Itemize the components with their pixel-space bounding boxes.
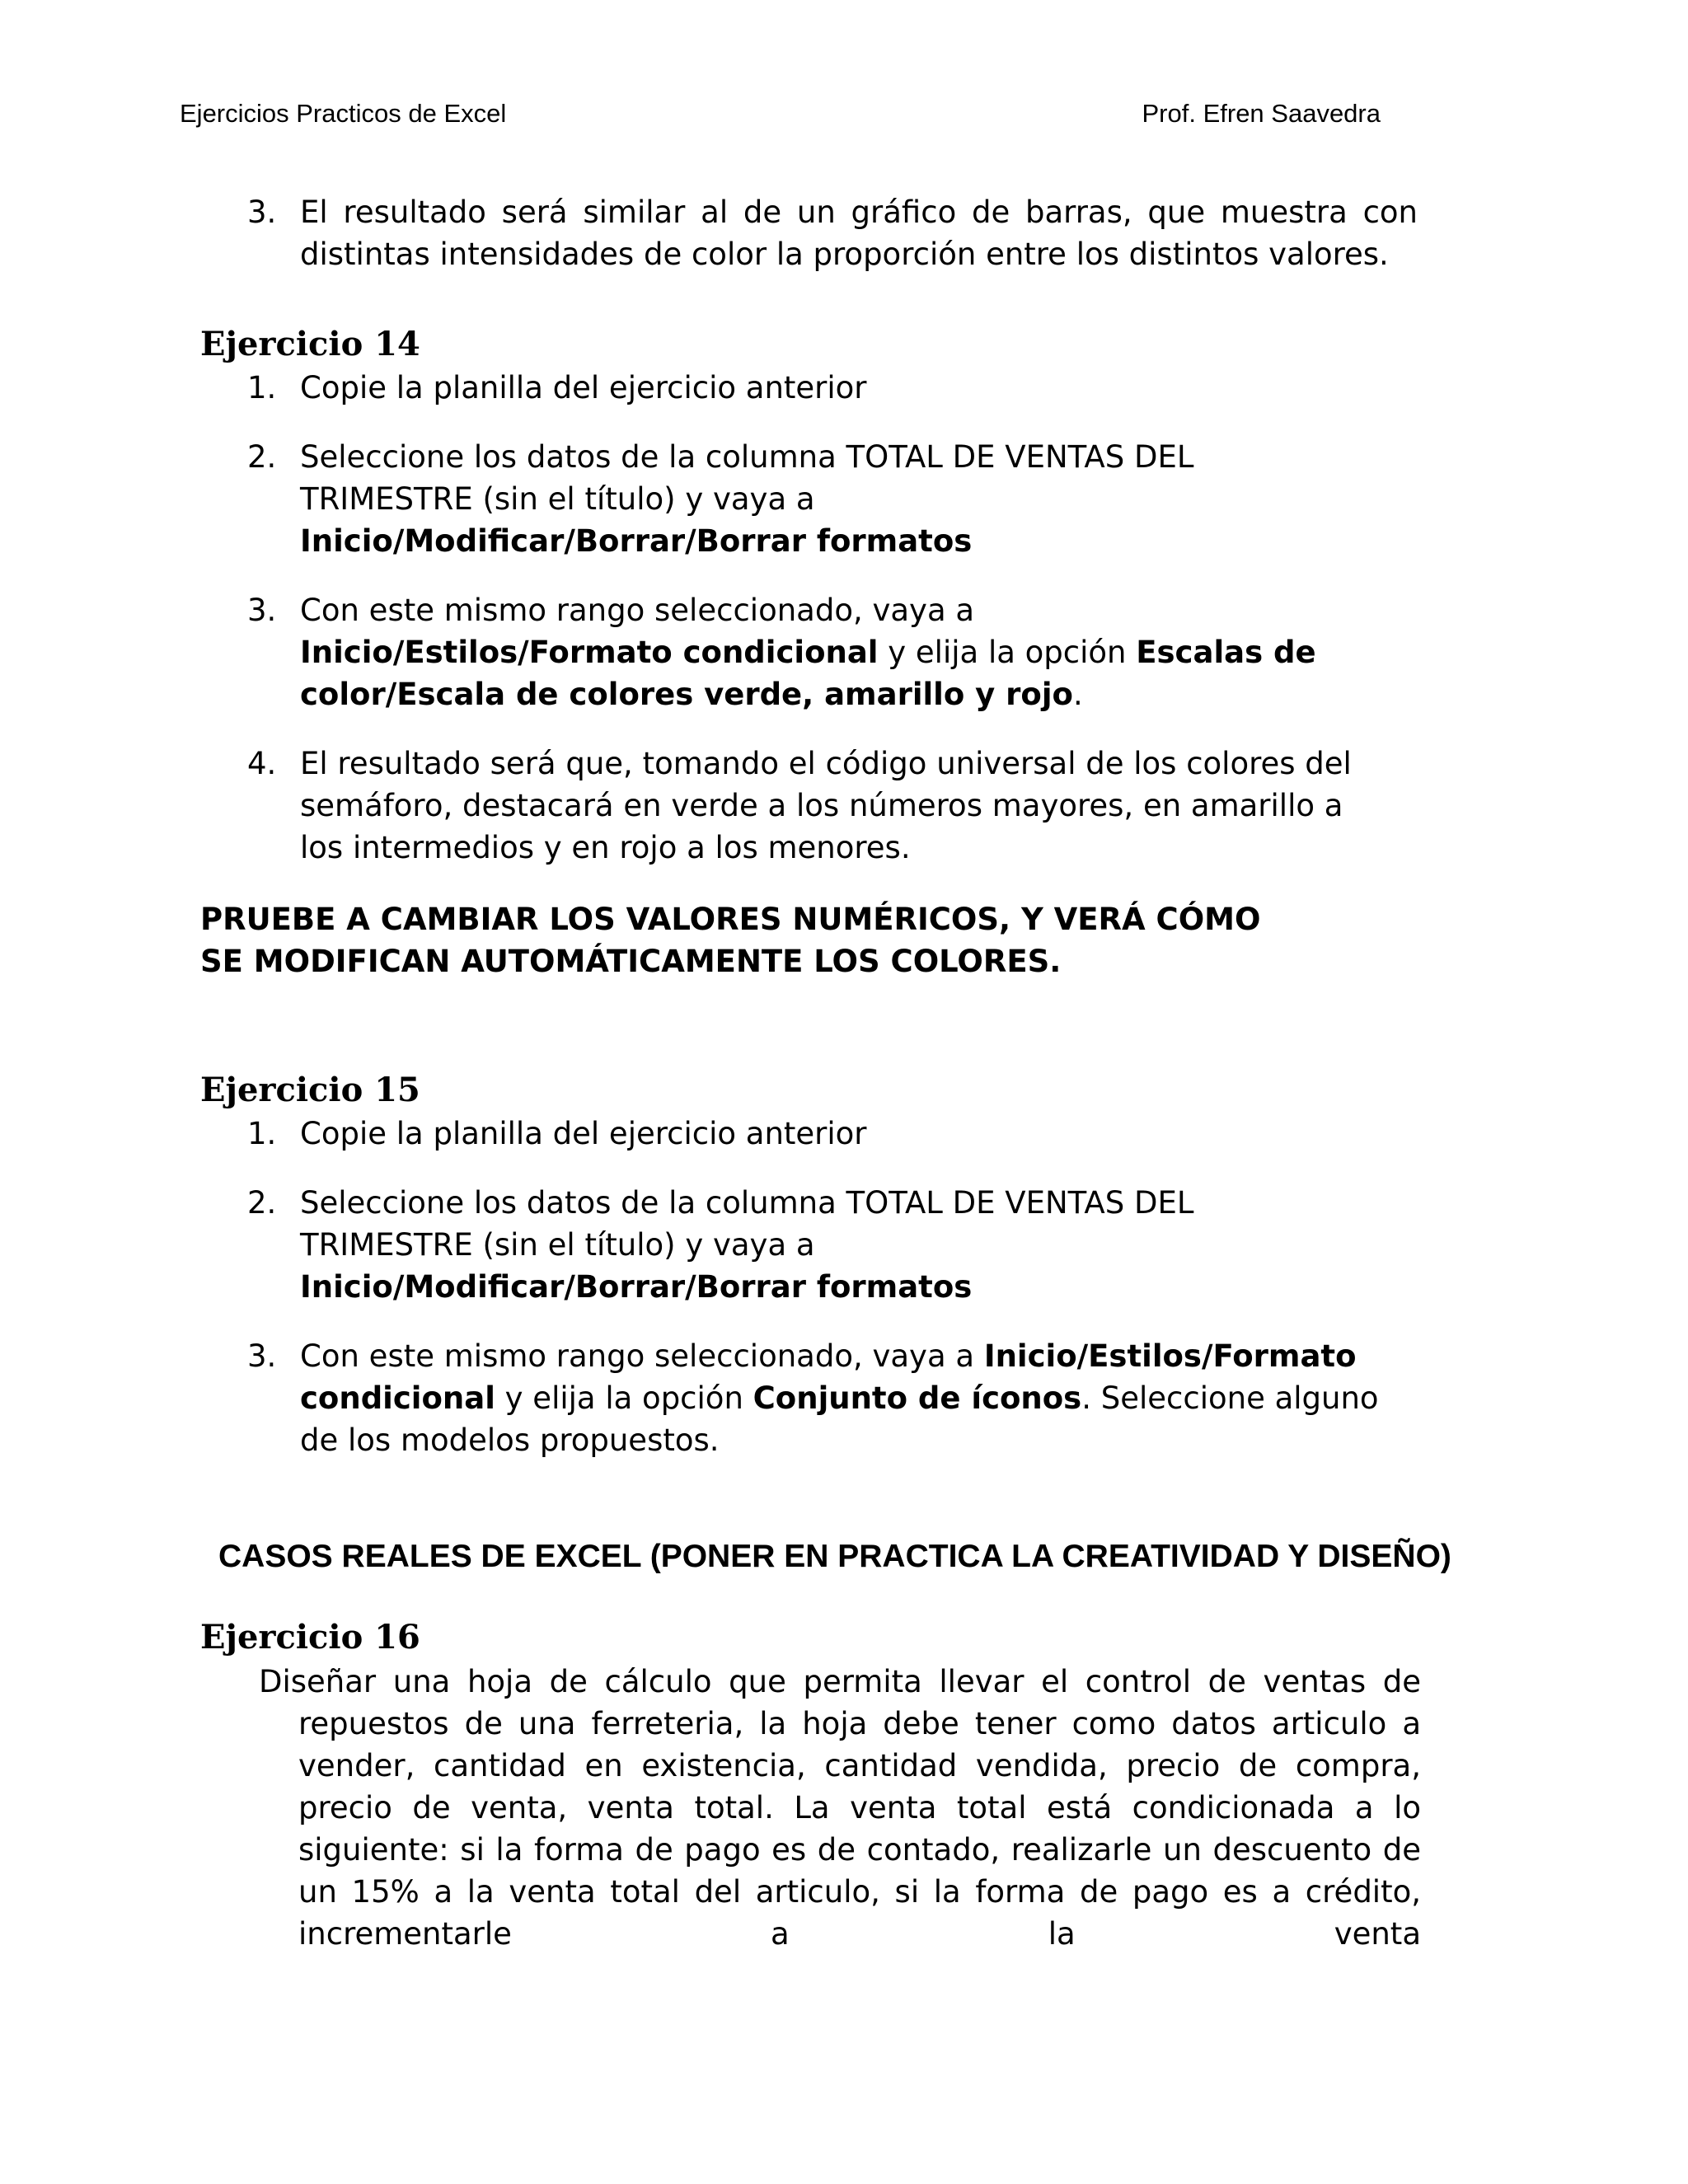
list-text: y elija la opción	[495, 1380, 753, 1416]
exercise-14-title: Ejercicio 14	[200, 325, 420, 363]
caps-note	[200, 898, 1437, 982]
exercise-16-paragraph: Diseñar una hoja de cálculo que permita llevar el control de ventas de repuestos de una ferreteria, la hoja debe tener como datos articulo a vender, cantidad en existencia, cantidad vendida, precio de compra, precio de venta, venta total. La venta total está condicionada a lo siguiente: si la forma de pago es de contado, realizarle un descuento de un 15% a la venta total del articulo, si la forma de pago es a crédito, incrementarle a la venta	[259, 1664, 1421, 1952]
header-left-title: Ejercicios Practicos de Excel	[180, 99, 507, 128]
list-bold-option: Escalas de color/Escala de colores verde, amarillo y rojo	[300, 635, 1316, 712]
list-text: . Seleccione alguno de los modelos propuestos.	[300, 1380, 1379, 1458]
list-item	[247, 589, 1418, 715]
list-number: 3.	[247, 593, 277, 628]
exercise-14-list	[247, 367, 1418, 896]
list-item	[247, 436, 1418, 562]
list-item	[247, 191, 1418, 275]
list-text: y elija la opción	[878, 635, 1137, 670]
list-text: Seleccione los datos de la columna TOTAL DE VENTAS DEL TRIMESTRE (sin el título) y vaya a	[300, 439, 1194, 517]
list-bold-path: Inicio/Modificar/Borrar/Borrar formatos	[300, 523, 973, 559]
caps-note-line-2: SE MODIFICAN AUTOMÁTICAMENTE LOS COLORES.	[200, 944, 1062, 979]
list-text: El resultado será que, tomando el código universal de los colores del semáforo, destacará en verde a los números mayores, en amarillo a los intermedios y en rojo a los menores.	[300, 746, 1352, 865]
list-text: Con este mismo rango seleccionado, vaya a	[300, 1338, 984, 1374]
list-bold-option: Conjunto de íconos	[753, 1380, 1082, 1416]
list-item	[247, 743, 1418, 869]
list-item	[247, 1113, 1418, 1155]
list-bold-path: Inicio/Estilos/Formato condicional	[300, 635, 879, 670]
list-number: 3.	[247, 1338, 277, 1374]
exercise-15-list	[247, 1113, 1418, 1488]
list-number: 4.	[247, 746, 277, 781]
list-text: El resultado será similar al de un gráfico de barras, que muestra con distintas intensidades de color la proporción entre los distintos valores.	[300, 194, 1418, 272]
list-bold-path: Inicio/Estilos/Formato condicional	[300, 1338, 1357, 1416]
exercise-16-title: Ejercicio 16	[200, 1618, 420, 1657]
list-number: 2.	[247, 1185, 277, 1221]
list-text: Seleccione los datos de la columna TOTAL DE VENTAS DEL TRIMESTRE (sin el título) y vaya a	[300, 1185, 1194, 1263]
list-item	[247, 367, 1418, 409]
caps-note-line-1: PRUEBE A CAMBIAR LOS VALORES NUMÉRICOS, Y VERÁ CÓMO	[200, 902, 1261, 937]
section-heading: CASOS REALES DE EXCEL (PONER EN PRACTICA LA CREATIVIDAD Y DISEÑO)	[218, 1539, 1451, 1574]
list-item	[247, 1182, 1418, 1308]
list-bold-path: Inicio/Modificar/Borrar/Borrar formatos	[300, 1269, 973, 1305]
exercise-15-title: Ejercicio 15	[200, 1071, 420, 1109]
list-number: 3.	[247, 194, 277, 230]
list-text: .	[1072, 677, 1083, 712]
list-item	[247, 1335, 1418, 1461]
intro-list	[247, 191, 1418, 302]
list-number: 1.	[247, 370, 277, 405]
list-number: 2.	[247, 439, 277, 475]
list-text: Copie la planilla del ejercicio anterior	[300, 1116, 867, 1151]
list-text: Con este mismo rango seleccionado, vaya a	[300, 593, 975, 628]
list-text: Copie la planilla del ejercicio anterior	[300, 370, 867, 405]
header-right-author: Prof. Efren Saavedra	[1142, 99, 1381, 128]
list-number: 1.	[247, 1116, 277, 1151]
